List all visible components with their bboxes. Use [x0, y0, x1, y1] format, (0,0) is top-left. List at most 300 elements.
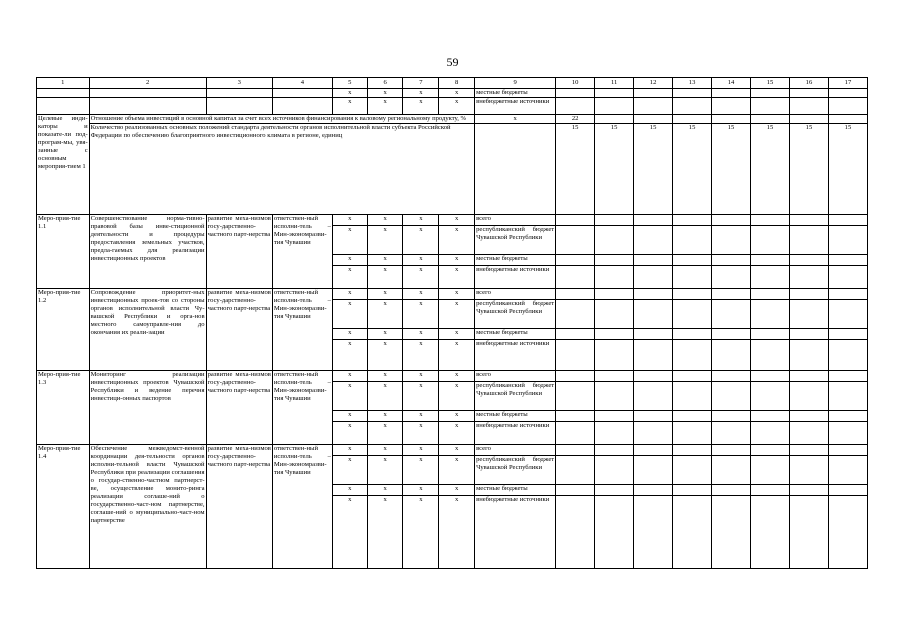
empty-cell — [712, 266, 751, 289]
empty-cell — [712, 289, 751, 300]
empty-cell — [37, 89, 90, 98]
empty-cell — [789, 215, 828, 226]
empty-cell — [634, 371, 673, 382]
column-number: 10 — [556, 78, 595, 89]
empty-cell — [595, 300, 634, 329]
empty-cell — [673, 255, 712, 266]
empty-cell — [712, 300, 751, 329]
empty-cell — [789, 266, 828, 289]
empty-cell — [595, 98, 634, 115]
empty-cell — [712, 255, 751, 266]
activity-goal: развитие меха-низмов госу-дарственно-частного парт-нерства — [206, 371, 272, 445]
mark-cell: x — [332, 456, 367, 485]
empty-cell — [712, 340, 751, 371]
empty-cell — [634, 215, 673, 226]
mark-cell: x — [332, 411, 367, 422]
mark-cell: x — [367, 329, 403, 340]
empty-cell — [673, 485, 712, 496]
empty-cell — [634, 98, 673, 115]
mark-cell: x — [403, 289, 439, 300]
empty-cell — [712, 98, 751, 115]
mark-cell: x — [367, 371, 403, 382]
empty-cell — [595, 89, 634, 98]
empty-cell — [556, 289, 595, 300]
empty-cell — [712, 115, 751, 124]
empty-cell — [556, 266, 595, 289]
mark-cell: x — [367, 340, 403, 371]
empty-cell — [634, 411, 673, 422]
indicator-value: 15 — [712, 124, 751, 215]
empty-cell — [828, 89, 867, 98]
activity-row — [37, 215, 868, 226]
empty-cell — [751, 289, 790, 300]
column-number: 7 — [403, 78, 439, 89]
activity-name: Сопровождение приоритет-ных инвестиционных проек-тов со стороны органов исполнительной власти Чу-вашской Республики и орга-нов местного самоуправле-ния до окончания их реали-зации — [89, 289, 206, 371]
empty-cell — [634, 445, 673, 456]
empty-cell — [673, 89, 712, 98]
empty-cell — [751, 422, 790, 445]
empty-cell — [595, 411, 634, 422]
mark-cell: x — [367, 496, 403, 569]
empty-cell — [634, 340, 673, 371]
mark-cell: x — [367, 215, 403, 226]
empty-cell — [828, 340, 867, 371]
target-indicator-row — [37, 124, 868, 215]
column-number-row — [37, 78, 868, 89]
mark-cell: x — [367, 226, 403, 255]
continuation-row — [37, 98, 868, 115]
empty-cell — [712, 422, 751, 445]
empty-cell — [751, 226, 790, 255]
mark-cell: x — [439, 422, 475, 445]
empty-cell — [751, 340, 790, 371]
mark-cell: x — [439, 496, 475, 569]
activity-row — [37, 445, 868, 456]
activity-executor: ответствен-ный исполни-тель – Мин-экономразви-тия Чувашии — [272, 445, 332, 569]
mark-cell: x — [403, 89, 439, 98]
empty-cell — [89, 98, 206, 115]
mark-cell: x — [367, 300, 403, 329]
empty-cell — [712, 445, 751, 456]
empty-cell — [556, 89, 595, 98]
column-number: 9 — [475, 78, 556, 89]
activity-label: Меро-прия-тие 1.2 — [37, 289, 90, 371]
empty-cell — [673, 266, 712, 289]
funding-source: внебюджетные источники — [475, 422, 556, 445]
column-number: 11 — [595, 78, 634, 89]
empty-cell — [828, 411, 867, 422]
mark-cell: x — [475, 115, 556, 124]
empty-cell — [828, 98, 867, 115]
mark-cell: x — [403, 422, 439, 445]
empty-cell — [751, 445, 790, 456]
mark-cell: x — [332, 215, 367, 226]
funding-source: всего — [475, 371, 556, 382]
activity-row — [37, 371, 868, 382]
empty-cell — [595, 340, 634, 371]
empty-cell — [789, 371, 828, 382]
activity-goal: развитие меха-низмов госу-дарственно-частного парт-нерства — [206, 215, 272, 289]
mark-cell: x — [403, 496, 439, 569]
empty-cell — [634, 422, 673, 445]
empty-cell — [673, 300, 712, 329]
empty-cell — [673, 329, 712, 340]
empty-cell — [751, 215, 790, 226]
empty-cell — [556, 226, 595, 255]
activity-name: Мониторинг реализации инвестиционных проектов Чувашской Республики и ведение перечня инвестици-онных паспортов — [89, 371, 206, 445]
empty-cell — [556, 496, 595, 569]
empty-cell — [673, 226, 712, 255]
empty-cell — [828, 496, 867, 569]
empty-cell — [751, 255, 790, 266]
empty-cell — [828, 485, 867, 496]
empty-cell — [828, 115, 867, 124]
column-number: 17 — [828, 78, 867, 89]
empty-cell — [556, 411, 595, 422]
empty-cell — [556, 485, 595, 496]
empty-cell — [712, 89, 751, 98]
column-number: 5 — [332, 78, 367, 89]
mark-cell: x — [332, 422, 367, 445]
empty-cell — [556, 422, 595, 445]
funding-source: внебюджетные источники — [475, 496, 556, 569]
empty-cell — [595, 422, 634, 445]
empty-cell — [751, 329, 790, 340]
activity-goal: развитие меха-низмов госу-дарственно-частного парт-нерства — [206, 445, 272, 569]
empty-cell — [634, 485, 673, 496]
mark-cell: x — [367, 89, 403, 98]
empty-cell — [556, 456, 595, 485]
empty-cell — [789, 255, 828, 266]
mark-cell: x — [332, 255, 367, 266]
funding-source: внебюджетные источники — [475, 266, 556, 289]
mark-cell: x — [403, 411, 439, 422]
mark-cell: x — [439, 371, 475, 382]
funding-source: республиканский бюджет Чувашской Республики — [475, 226, 556, 255]
column-number: 6 — [367, 78, 403, 89]
empty-cell — [272, 98, 332, 115]
mark-cell: x — [439, 289, 475, 300]
mark-cell: x — [403, 98, 439, 115]
activity-label: Меро-прия-тие 1.4 — [37, 445, 90, 569]
mark-cell: x — [332, 485, 367, 496]
column-number: 8 — [439, 78, 475, 89]
empty-cell — [712, 485, 751, 496]
indicator-value: 15 — [751, 124, 790, 215]
empty-cell — [595, 255, 634, 266]
empty-cell — [89, 89, 206, 98]
empty-cell — [712, 226, 751, 255]
empty-cell — [37, 98, 90, 115]
empty-cell — [556, 98, 595, 115]
mark-cell: x — [367, 485, 403, 496]
empty-cell — [789, 289, 828, 300]
mark-cell: x — [439, 266, 475, 289]
funding-source: всего — [475, 445, 556, 456]
empty-cell — [789, 485, 828, 496]
column-number: 2 — [89, 78, 206, 89]
mark-cell: x — [332, 496, 367, 569]
empty-cell — [828, 215, 867, 226]
mark-cell: x — [332, 382, 367, 411]
mark-cell: x — [439, 215, 475, 226]
funding-source: республиканский бюджет Чувашской Республики — [475, 456, 556, 485]
empty-cell — [789, 382, 828, 411]
empty-cell — [634, 115, 673, 124]
mark-cell: x — [439, 255, 475, 266]
empty-cell — [751, 496, 790, 569]
column-number: 4 — [272, 78, 332, 89]
activity-name: Совершенствование норма-тивно-правовой базы инве-стиционной деятельности и процедуры предоставления земельных участков, предла-гаемых для реализации инвестиционных проектов — [89, 215, 206, 289]
funding-source: республиканский бюджет Чувашской Республики — [475, 300, 556, 329]
empty-cell — [789, 445, 828, 456]
empty-cell — [595, 445, 634, 456]
mark-cell: x — [403, 445, 439, 456]
program-table — [36, 77, 868, 569]
empty-cell — [634, 456, 673, 485]
empty-cell — [712, 329, 751, 340]
column-number: 13 — [673, 78, 712, 89]
empty-cell — [634, 289, 673, 300]
funding-source: местные бюджеты — [475, 411, 556, 422]
mark-cell: x — [332, 98, 367, 115]
empty-cell — [272, 89, 332, 98]
empty-cell — [712, 382, 751, 411]
funding-source: всего — [475, 289, 556, 300]
empty-cell — [595, 215, 634, 226]
activity-executor: ответствен-ный исполни-тель – Мин-экономразви-тия Чувашии — [272, 289, 332, 371]
mark-cell: x — [439, 340, 475, 371]
empty-cell — [828, 456, 867, 485]
indicator-value: 15 — [789, 124, 828, 215]
empty-cell — [751, 98, 790, 115]
target-label: Целевые инди-каторы и показате-ли под-програм-мы, увя-занные с основным мероприя-тием 1 — [37, 115, 90, 215]
empty-cell — [556, 340, 595, 371]
empty-cell — [789, 456, 828, 485]
mark-cell: x — [367, 382, 403, 411]
empty-cell — [595, 115, 634, 124]
empty-cell — [634, 226, 673, 255]
empty-cell — [789, 300, 828, 329]
empty-cell — [673, 340, 712, 371]
empty-cell — [712, 215, 751, 226]
target-indicator-row — [37, 115, 868, 124]
continuation-row — [37, 89, 868, 98]
funding-source: местные бюджеты — [475, 485, 556, 496]
mark-cell: x — [403, 226, 439, 255]
empty-cell — [789, 496, 828, 569]
empty-cell — [595, 485, 634, 496]
empty-cell — [712, 411, 751, 422]
mark-cell: x — [439, 98, 475, 115]
empty-cell — [673, 115, 712, 124]
column-number: 12 — [634, 78, 673, 89]
mark-cell: x — [332, 329, 367, 340]
activity-row — [37, 289, 868, 300]
empty-cell — [751, 89, 790, 98]
empty-cell — [556, 382, 595, 411]
empty-cell — [673, 445, 712, 456]
empty-cell — [751, 411, 790, 422]
mark-cell: x — [439, 329, 475, 340]
column-number: 1 — [37, 78, 90, 89]
activity-executor: ответствен-ный исполни-тель – Мин-экономразви-тия Чувашии — [272, 371, 332, 445]
empty-cell — [595, 456, 634, 485]
empty-cell — [751, 371, 790, 382]
empty-cell — [595, 496, 634, 569]
mark-cell: x — [367, 98, 403, 115]
mark-cell: x — [367, 445, 403, 456]
empty-cell — [789, 411, 828, 422]
funding-source: местные бюджеты — [475, 255, 556, 266]
empty-cell — [789, 422, 828, 445]
empty-cell — [595, 371, 634, 382]
mark-cell: x — [403, 300, 439, 329]
empty-cell — [673, 98, 712, 115]
empty-cell — [828, 329, 867, 340]
empty-cell — [789, 226, 828, 255]
empty-cell — [206, 98, 272, 115]
mark-cell: x — [367, 266, 403, 289]
column-number: 14 — [712, 78, 751, 89]
empty-cell — [828, 445, 867, 456]
empty-cell — [828, 226, 867, 255]
empty-cell — [595, 329, 634, 340]
empty-cell — [556, 300, 595, 329]
mark-cell: x — [332, 266, 367, 289]
empty-cell — [673, 382, 712, 411]
empty-cell — [828, 300, 867, 329]
empty-cell — [556, 371, 595, 382]
indicator-text: Количество реализованных основных положений стандарта деятельности органов исполнительной власти субъекта Российской Федерации по обеспечению благоприятного инвестиционного климата в регионе, единиц — [89, 124, 474, 215]
empty-cell — [595, 226, 634, 255]
mark-cell: x — [439, 226, 475, 255]
empty-cell — [789, 115, 828, 124]
empty-cell — [206, 89, 272, 98]
empty-cell — [789, 340, 828, 371]
empty-cell — [673, 289, 712, 300]
mark-cell: x — [332, 445, 367, 456]
mark-cell: x — [403, 215, 439, 226]
empty-cell — [751, 382, 790, 411]
mark-cell: x — [403, 456, 439, 485]
empty-cell — [712, 456, 751, 485]
mark-cell: x — [403, 485, 439, 496]
mark-cell: x — [367, 422, 403, 445]
empty-cell — [789, 329, 828, 340]
activity-label: Меро-прия-тие 1.1 — [37, 215, 90, 289]
indicator-text: Отношение объема инвестиций в основной капитал за счет всех источников финансирования к валовому региональному продукту, % — [89, 115, 474, 124]
empty-cell — [634, 382, 673, 411]
empty-cell — [751, 456, 790, 485]
empty-cell — [789, 89, 828, 98]
mark-cell: x — [439, 89, 475, 98]
activity-executor: ответствен-ный исполни-тель – Мин-экономразви-тия Чувашии — [272, 215, 332, 289]
empty-cell — [595, 266, 634, 289]
indicator-value: 15 — [673, 124, 712, 215]
mark-cell: x — [403, 266, 439, 289]
empty-cell — [828, 382, 867, 411]
mark-cell: x — [439, 485, 475, 496]
mark-cell: x — [332, 371, 367, 382]
empty-cell — [556, 255, 595, 266]
funding-source: республиканский бюджет Чувашской Республики — [475, 382, 556, 411]
mark-cell: x — [332, 289, 367, 300]
mark-cell: x — [439, 300, 475, 329]
empty-cell — [828, 255, 867, 266]
empty-cell — [828, 266, 867, 289]
mark-cell: x — [439, 382, 475, 411]
empty-cell — [751, 485, 790, 496]
empty-cell — [634, 255, 673, 266]
empty-cell — [828, 422, 867, 445]
empty-cell — [634, 89, 673, 98]
mark-cell: x — [403, 371, 439, 382]
empty-cell — [673, 411, 712, 422]
empty-cell — [475, 124, 556, 215]
empty-cell — [673, 422, 712, 445]
funding-source: внебюджетные источники — [475, 340, 556, 371]
empty-cell — [634, 329, 673, 340]
empty-cell — [712, 496, 751, 569]
mark-cell: x — [439, 411, 475, 422]
activity-label: Меро-прия-тие 1.3 — [37, 371, 90, 445]
mark-cell: x — [332, 300, 367, 329]
activity-goal: развитие меха-низмов госу-дарственно-частного парт-нерства — [206, 289, 272, 371]
empty-cell — [556, 215, 595, 226]
empty-cell — [828, 371, 867, 382]
mark-cell: x — [403, 329, 439, 340]
empty-cell — [673, 456, 712, 485]
empty-cell — [712, 371, 751, 382]
mark-cell: x — [403, 340, 439, 371]
empty-cell — [673, 496, 712, 569]
funding-source: всего — [475, 215, 556, 226]
empty-cell — [634, 266, 673, 289]
mark-cell: x — [367, 411, 403, 422]
empty-cell — [556, 445, 595, 456]
empty-cell — [595, 382, 634, 411]
mark-cell: x — [439, 456, 475, 485]
empty-cell — [595, 289, 634, 300]
indicator-value: 15 — [634, 124, 673, 215]
empty-cell — [673, 215, 712, 226]
funding-source: местные бюджеты — [475, 329, 556, 340]
mark-cell: x — [403, 382, 439, 411]
column-number: 15 — [751, 78, 790, 89]
mark-cell: x — [439, 445, 475, 456]
mark-cell: x — [332, 226, 367, 255]
page-number: 59 — [446, 55, 459, 69]
empty-cell — [673, 371, 712, 382]
mark-cell: x — [403, 255, 439, 266]
mark-cell: x — [332, 340, 367, 371]
indicator-value: 15 — [556, 124, 595, 215]
mark-cell: x — [367, 289, 403, 300]
empty-cell — [751, 300, 790, 329]
empty-cell — [828, 289, 867, 300]
empty-cell — [751, 266, 790, 289]
column-number: 3 — [206, 78, 272, 89]
column-number: 16 — [789, 78, 828, 89]
indicator-value: 15 — [595, 124, 634, 215]
funding-source: внебюджетные источники — [475, 98, 556, 115]
funding-source: местные бюджеты — [475, 89, 556, 98]
indicator-value: 22 — [556, 115, 595, 124]
empty-cell — [634, 496, 673, 569]
indicator-value: 15 — [828, 124, 867, 215]
empty-cell — [751, 115, 790, 124]
